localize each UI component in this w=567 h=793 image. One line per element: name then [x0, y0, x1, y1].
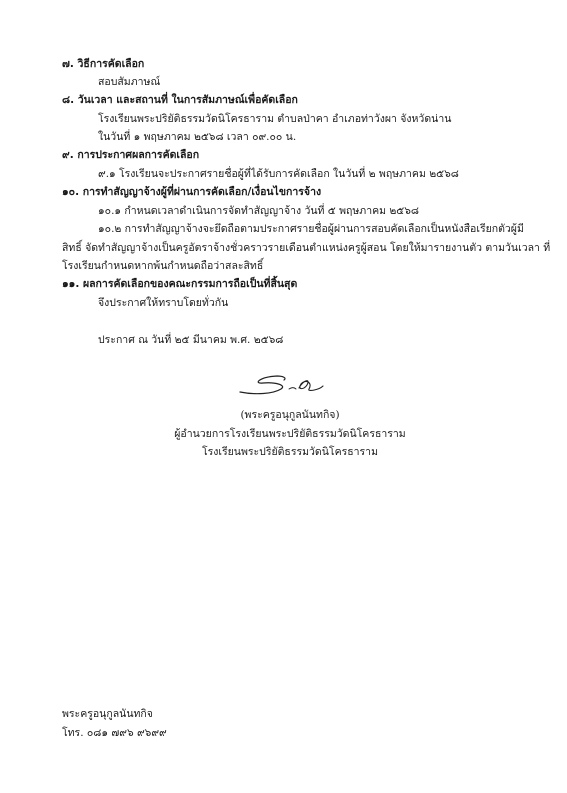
section-7-heading: ๗. วิธีการคัดเลือก: [62, 58, 145, 70]
section-8-line2: ในวันที่ ๑ พฤษภาคม ๒๕๖๘ เวลา ๐๙.๐๐ น.: [98, 131, 297, 143]
section-11-heading: ๑๑. ผลการคัดเลือกของคณะกรรมการถือเป็นที่สิ้นสุด: [62, 278, 298, 290]
signer-name: (พระครูอนุกูลนันทกิจ): [240, 409, 340, 421]
section-9-text: ๙.๑ โรงเรียนจะประกาศรายชื่อผู้ที่ได้รับการคัดเลือก ในวันที่ ๒ พฤษภาคม ๒๕๖๘: [98, 168, 459, 180]
footer-contact-name: พระครูอนุกูลนันทกิจ: [62, 708, 153, 720]
section-8-line1: โรงเรียนพระปริยัติธรรมวัดนิโครธาราม ตำบลป่าคา อำเภอท่าวังผา จังหวัดน่าน: [98, 113, 452, 125]
section-9-heading: ๙. การประกาศผลการคัดเลือก: [62, 149, 200, 161]
section-10-2-line1: ๑๐.๒ การทำสัญญาจ้างจะยึดถือตามประกาศรายชื่อผู้ผ่านการสอบคัดเลือกเป็นหนังสือเรียกตัวผู้มี: [98, 223, 524, 235]
section-8-heading: ๘. วันเวลา และสถานที่ ในการสัมภาษณ์เพื่อคัดเลือก: [62, 94, 298, 106]
section-7-text: สอบสัมภาษณ์: [98, 76, 161, 88]
signature-image: [237, 368, 347, 398]
section-10-heading: ๑๐. การทำสัญญาจ้างผู้ที่ผ่านการคัดเลือก/เงื่อนไขการจ้าง: [62, 186, 322, 198]
signer-school: โรงเรียนพระปริยัติธรรมวัดนิโครธาราม: [201, 446, 378, 458]
section-10-2-line2: สิทธิ์ จัดทำสัญญาจ้างเป็นครูอัตราจ้างชั่วคราวรายเดือนตำแหน่งครูผู้สอน โดยให้มารายงานตัว ตามวันเวลา ที่: [62, 242, 551, 254]
section-10-2-line3: โรงเรียนกำหนดหากพ้นกำหนดถือว่าสละสิทธิ์: [62, 260, 264, 272]
announce-date: ประกาศ ณ วันที่ ๒๕ มีนาคม พ.ศ. ๒๕๖๘: [98, 334, 284, 346]
signer-position: ผู้อำนวยการโรงเรียนพระปริยัติธรรมวัดนิโครธาราม: [174, 428, 406, 440]
section-11-text: จึงประกาศให้ทราบโดยทั่วกัน: [98, 297, 229, 309]
footer-phone: โทร. ๐๘๑ ๗๙๖ ๙๖๙๙: [62, 727, 167, 739]
section-10-1: ๑๐.๑ กำหนดเวลาดำเนินการจัดทำสัญญาจ้าง วันที่ ๕ พฤษภาคม ๒๕๖๘: [98, 205, 420, 217]
